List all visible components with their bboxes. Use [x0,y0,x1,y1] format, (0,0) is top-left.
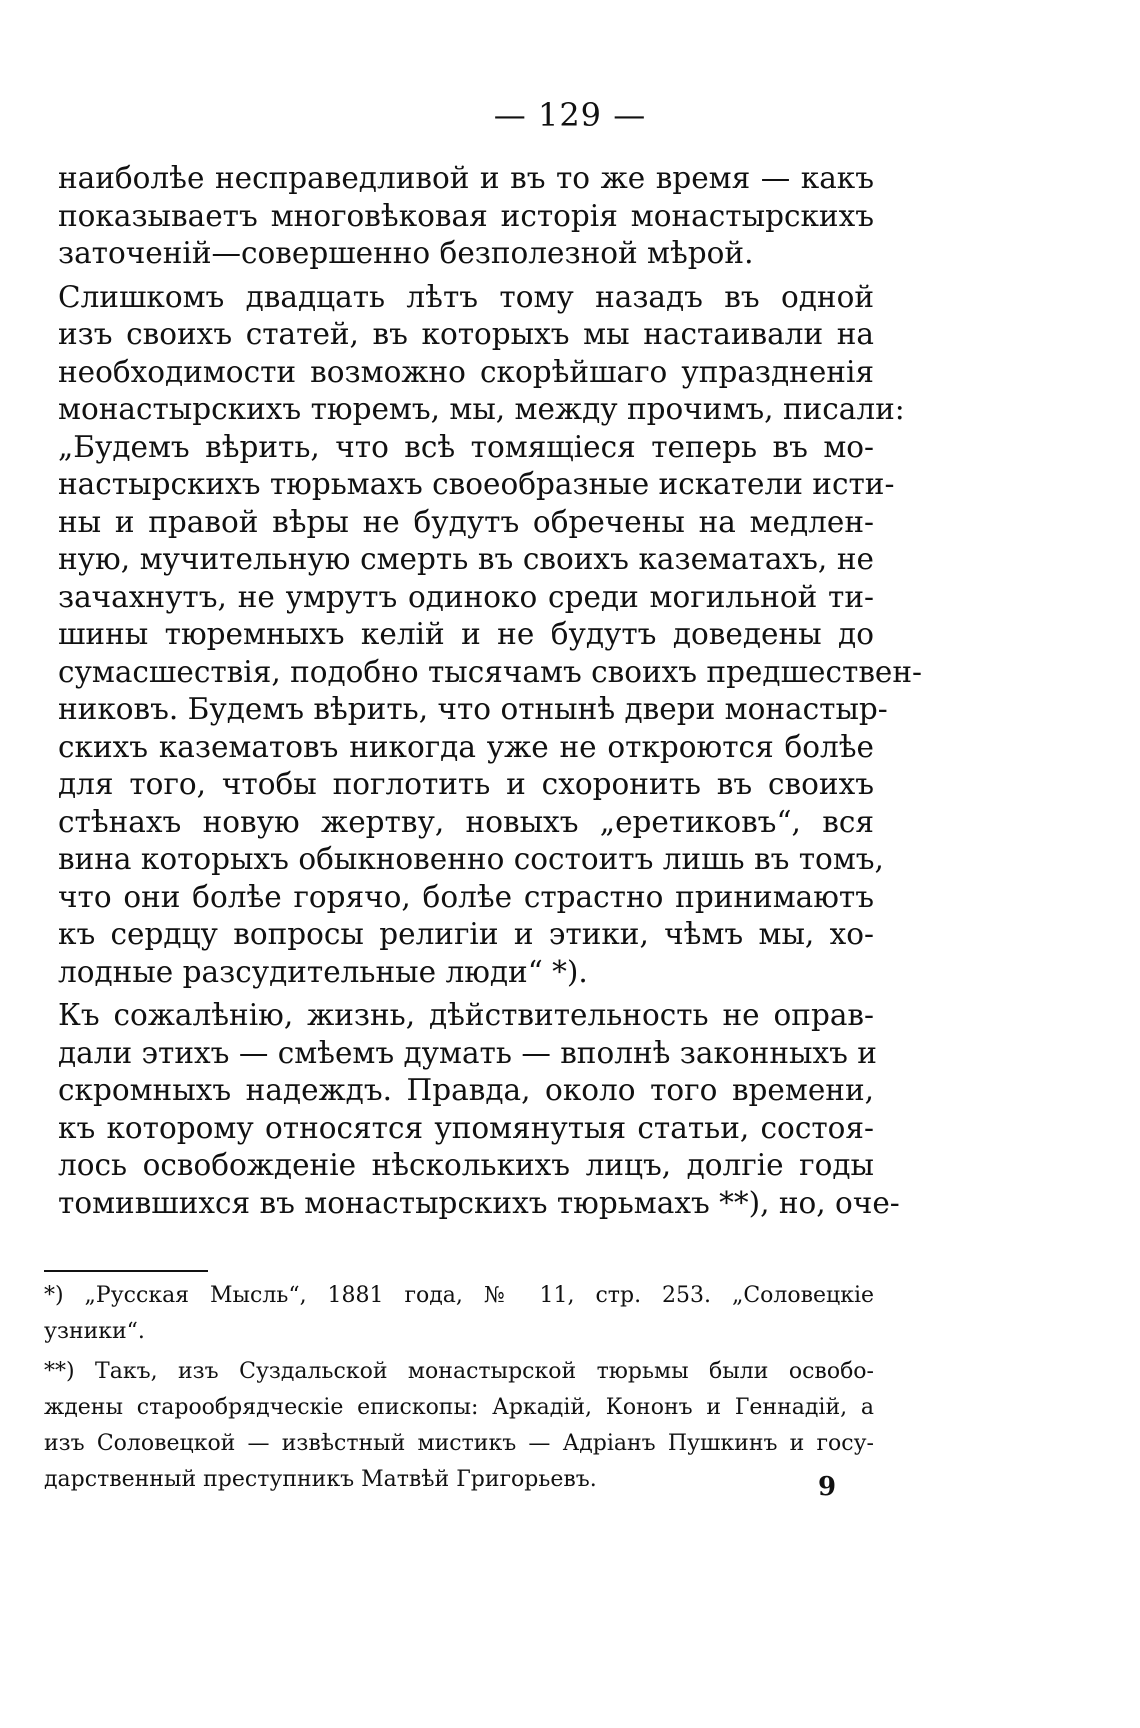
footnote-line: изъ Соловецкой — извѣстный мистикъ — Адріанъ Пушкинъ и госу- [44,1431,874,1456]
text-line: никовъ. Будемъ вѣрить, что отнынѣ двери монастыр- [58,692,888,726]
text-line: заточеній—совершенно безполезной мѣрой. [58,236,754,270]
text-line: стѣнахъ новую жертву, новыхъ „еретиковъ“, вся [58,804,874,839]
text-line: необходимости возможно скорѣйшаго упраздненія [58,354,874,389]
text-line: Слишкомъ двадцать лѣтъ тому назадъ въ одной [58,279,874,314]
footnote-line: ждены старообрядческіе епископы: Аркадій, Кононъ и Геннадій, а [44,1395,874,1420]
signature-mark: 9 [818,1472,837,1502]
text-line: изъ своихъ статей, въ которыхъ мы настаивали на [58,317,874,351]
text-line: что они болѣе горячо, болѣе страстно принимаютъ [58,879,874,914]
paragraph-2 [58,279,923,992]
text-line: сумасшествія, подобно тысячамъ своихъ предшествен- [58,654,923,689]
text-line: ны и правой вѣры не будутъ обречены на медлен- [58,504,874,539]
text-line: къ которому относятся упомянутыя статьи, состоя- [58,1110,874,1145]
footnote-1 [44,1278,874,1350]
footnote-divider [44,1270,208,1272]
text-line: наиболѣе несправедливой и въ то же время — какъ [58,161,874,195]
text-line: зачахнутъ, не умрутъ одиноко среди могильной ти- [58,579,874,614]
text-line: скромныхъ надеждъ. Правда, около того времени, [58,1073,874,1107]
text-line: настырскихъ тюрьмахъ своеобразные искатели исти- [58,467,895,501]
footnote-line: узники“. [44,1319,145,1344]
text-line: показываетъ многовѣковая исторія монастырскихъ [58,198,874,233]
text-line: къ сердцу вопросы религіи и этики, чѣмъ мы, хо- [58,917,874,951]
footnotes [44,1278,874,1498]
text-line: скихъ казематовъ никогда уже не откроются болѣе [58,729,874,764]
page-number: — 129 — [493,96,647,134]
text-line: томившихся въ монастырскихъ тюрьмахъ **), но, оче- [58,1185,900,1220]
text-line: дали этихъ — смѣемъ думать — вполнѣ законныхъ и [58,1035,877,1070]
footnote-line: **) Такъ, изъ Суздальской монастырской тюрьмы были освобо- [44,1359,874,1384]
footnote-line: *) „Русская Мысль“, 1881 года, № 11, стр. 253. „Соловецкіе [44,1283,874,1308]
text-line: для того, чтобы поглотить и схоронить въ своихъ [58,767,874,801]
paragraph-1 [58,160,874,273]
text-line: ную, мучительную смерть въ своихъ казематахъ, не [58,542,874,576]
footnote-2 [44,1354,874,1498]
text-line: монастырскихъ тюремъ, мы, между прочимъ, писали: [58,392,905,426]
text-line: лось освобожденіе нѣсколькихъ лицъ, долгіе годы [58,1148,874,1182]
footnote-line: дарственный преступникъ Матвѣй Григорьевъ. [44,1467,597,1492]
text-line: лодные разсудительные люди“ *). [58,954,588,989]
text-line: „Будемъ вѣрить, что всѣ томящіеся теперь въ мо- [58,429,874,464]
paragraph-3 [58,997,900,1222]
text-line: шины тюремныхъ келій и не будутъ доведены до [58,617,874,651]
text-line: Къ сожалѣнію, жизнь, дѣйствительность не оправ- [58,998,874,1032]
text-line: вина которыхъ обыкновенно состоитъ лишь въ томъ, [58,842,884,876]
main-text [58,160,923,1222]
